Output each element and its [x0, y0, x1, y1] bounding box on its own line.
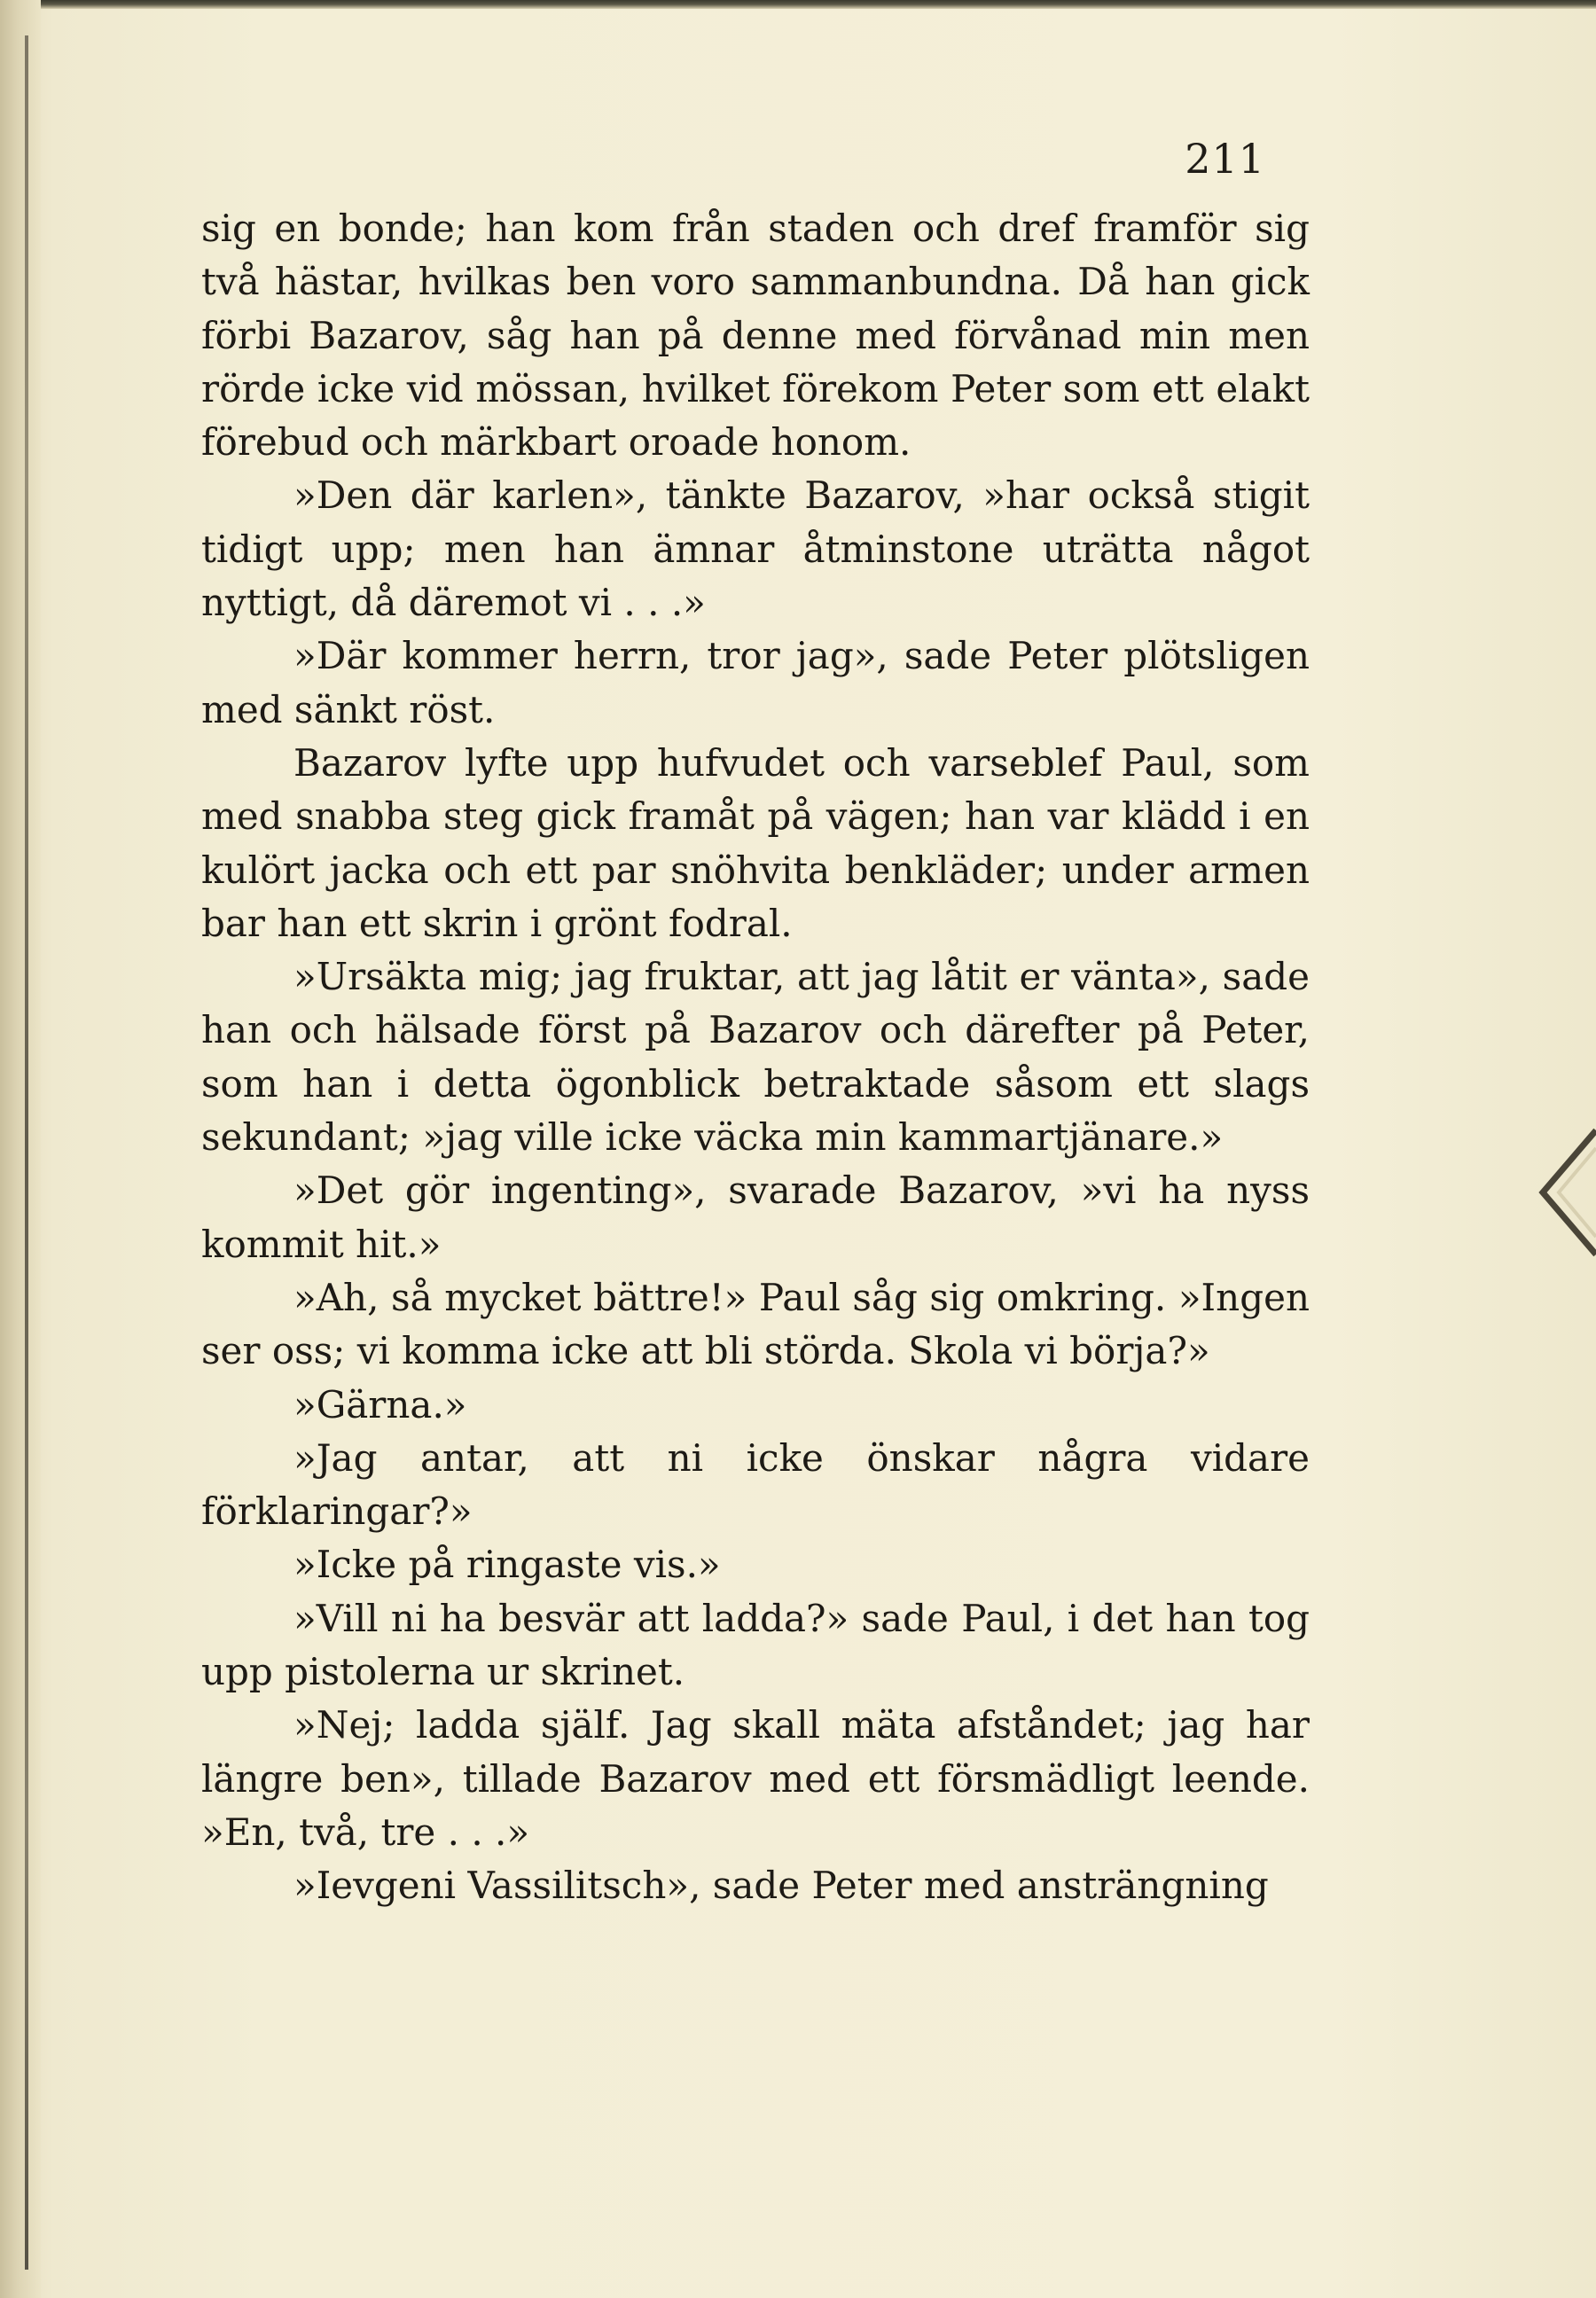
paragraph: »Ursäkta mig; jag fruktar, att jag låtit er vänta», sade han och hälsade först på Bazarov och därefter på Peter, som han i detta ögonblick betraktade såsom ett slags sekundant; »jag ville icke väcka min kammartjänare.» [201, 955, 1310, 1160]
page-number: 211 [1185, 135, 1265, 183]
binding-gutter [0, 0, 41, 2298]
page-top-edge [0, 0, 1596, 9]
binding-thread [25, 35, 28, 2270]
paragraph: »Där kommer herrn, tror jag», sade Peter plötsligen med sänkt röst. [201, 634, 1310, 731]
paragraph: »Det gör ingenting», svarade Bazarov, »vi ha nyss kommit hit.» [201, 1169, 1310, 1266]
paragraph: »Ah, så mycket bättre!» Paul såg sig omkring. »Ingen ser oss; vi komma icke att bli störda. Skola vi börja?» [201, 1275, 1310, 1373]
paragraph: »Nej; ladda själf. Jag skall mäta afståndet; jag har längre ben», tillade Bazarov med ett försmädligt leende. »En, två, tre . . .» [201, 1703, 1310, 1854]
paragraph: »Icke på ringaste vis.» [293, 1543, 721, 1587]
paragraph: »Den där karlen», tänkte Bazarov, »har också stigit tidigt upp; men han ämnar åtminstone uträtta något nyttigt, då däremot vi . . .» [201, 473, 1310, 625]
body-text [201, 202, 1310, 1913]
paragraph: »Gärna.» [293, 1382, 467, 1426]
paragraph: Bazarov lyfte upp hufvudet och varseblef Paul, som med snabba steg gick framåt på vägen; han var klädd i en kulört jacka och ett par snöhvita benkläder; under armen bar han ett skrin i grönt fodral. [201, 740, 1310, 945]
paragraph: »Vill ni ha besvär att ladda?» sade Paul, i det han tog upp pistolerna ur skrinet. [201, 1596, 1310, 1694]
paragraph: »Jag antar, att ni icke önskar några vidare förklaringar?» [201, 1435, 1310, 1534]
paragraph: sig en bonde; han kom från staden och dref framför sig två hästar, hvilkas ben voro sammanbundna. Då han gick förbi Bazarov, såg han på denne med förvånad min men rörde icke vid mössan, hvilket förekom Peter som ett elakt förebud och märkbart oroade honom. [201, 207, 1310, 465]
paragraph: »Ievgeni Vassilitsch», sade Peter med ansträngning [293, 1864, 1269, 1908]
page-tab-marker-icon [1532, 1122, 1596, 1263]
